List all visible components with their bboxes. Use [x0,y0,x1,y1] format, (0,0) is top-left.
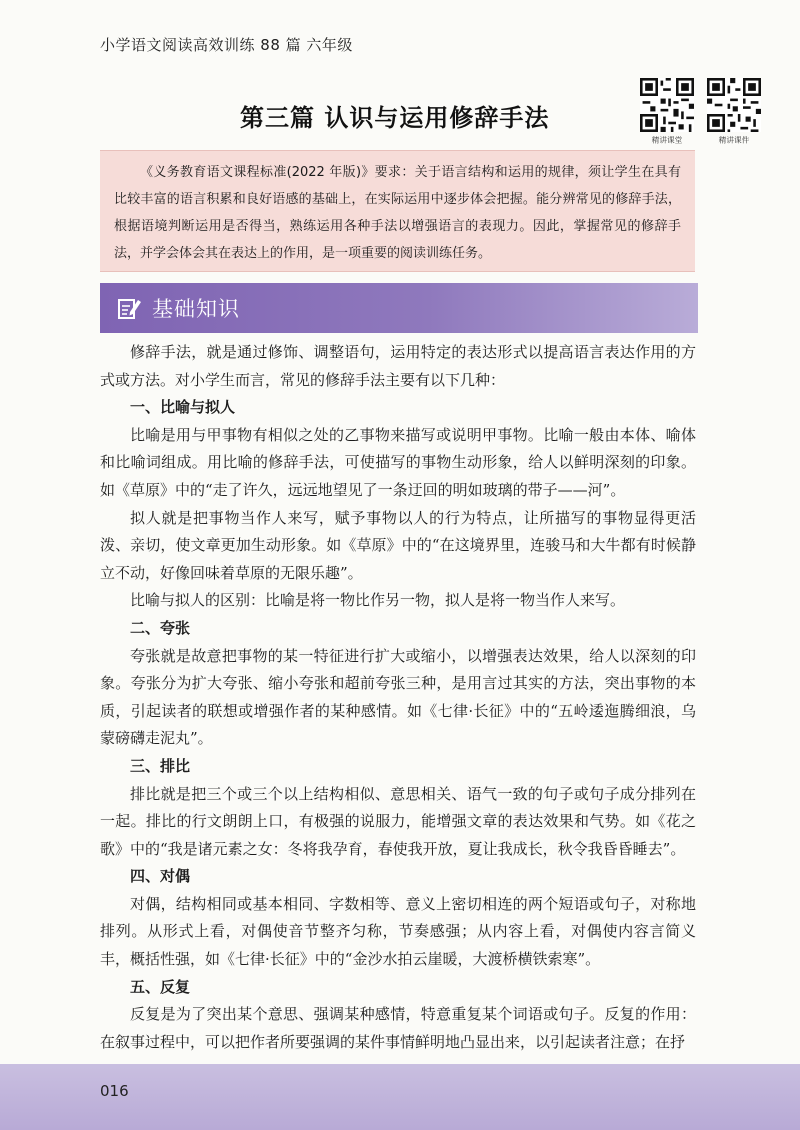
heading-antithesis: 四、对偶 [130,867,191,886]
intro-paragraph: 修辞手法，就是通过修饰、调整语句，运用特定的表达形式以提高语言表达作用的方式或方法。对小学生而言，常见的修辞手法主要有以下几种： [100,343,696,389]
section-banner [100,283,698,333]
paragraph-antithesis: 对偶，结构相同或基本相同、字数相等、意义上密切相连的两个短语或句子，对称地排列。从形式上看，对偶使音节整齐匀称，节奏感强；从内容上看，对偶使内容言简义丰，概括性强，如《七律·长征》中的“金沙水拍云崖暖，大渡桥横铁索寒”。 [100,894,696,969]
main-content [100,339,696,1056]
qr-caption: 精讲课件 [718,136,750,146]
qr-caption: 精讲课堂 [651,136,683,146]
page-number: 016 [100,1082,129,1100]
qr-code-courseware[interactable] [705,78,763,147]
chapter-title: 第三篇 认识与运用修辞手法 [240,103,550,132]
running-header: 小学语文阅读高效训练 88 篇 六年级 [100,36,353,54]
paragraph-difference: 比喻与拟人的区别：比喻是将一物比作另一物，拟人是将一物当作人来写。 [130,591,626,610]
heading-parallelism: 三、排比 [130,756,191,775]
paragraph-metaphor: 比喻是用与甲事物有相似之处的乙事物来描写或说明甲事物。比喻一般由本体、喻体和比喻词组成。用比喻的修辞手法，可使描写的事物生动形象，给人以鲜明深刻的印象。如《草原》中的“走了许久，远远地望见了一条迂回的明如玻璃的带子——河”。 [100,425,696,499]
paragraph-repetition: 反复是为了突出某个意思、强调某种感情，特意重复某个词语或句子。反复的作用：在叙事过程中，可以把作者所要强调的某件事情鲜明地凸显出来，以引起读者注意；在抒 [100,1005,696,1051]
section-title: 基础知识 [152,297,240,321]
heading-hyperbole: 二、夸张 [130,618,191,637]
curriculum-standard-text: 《义务教育语文课程标准(2022 年版)》要求：关于语言结构和运用的规律，须让学生在具有比较丰富的语言积累和良好语感的基础上，在实际运用中逐步体会把握。能分辨常见的修辞手法，根据语境判断运用是否得当，熟练运用各种手法以增强语言的表现力。因此，掌握常见的修辞手法，并学会体会其在表达上的作用，是一项重要的阅读训练任务。 [114,165,681,261]
qr-code-icon [707,78,761,132]
paragraph-parallelism: 排比就是把三个或三个以上结构相似、意思相关、语气一致的句子或句子成分排列在一起。排比的行文朗朗上口，有极强的说服力，能增强文章的表达效果和气势。如《花之歌》中的“我是诸元素之女：冬将我孕育，春使我开放，夏让我成长，秋令我昏昏睡去”。 [100,784,696,858]
curriculum-standard-box [100,150,695,272]
qr-code-lesson[interactable] [638,78,696,147]
heading-repetition: 五、反复 [130,977,191,996]
paragraph-hyperbole: 夸张就是故意把事物的某一特征进行扩大或缩小，以增强表达效果，给人以深刻的印象。夸张分为扩大夸张、缩小夸张和超前夸张三种，是用言过其实的方法，突出事物的本质，引起读者的联想或增强作者的某种感情。如《七律·长征》中的“五岭逶迤腾细浪，乌蒙磅礴走泥丸”。 [100,646,696,748]
heading-metaphor-personification: 一、比喻与拟人 [130,398,236,417]
qr-code-icon [640,78,694,132]
notepad-pencil-icon [116,295,142,321]
paragraph-personification: 拟人就是把事物当作人来写，赋予事物以人的行为特点，让所描写的事物显得更活泼、亲切，使文章更加生动形象。如《草原》中的“在这境界里，连骏马和大牛都有时候静立不动，好像回味着草原的无限乐趣”。 [100,508,696,582]
